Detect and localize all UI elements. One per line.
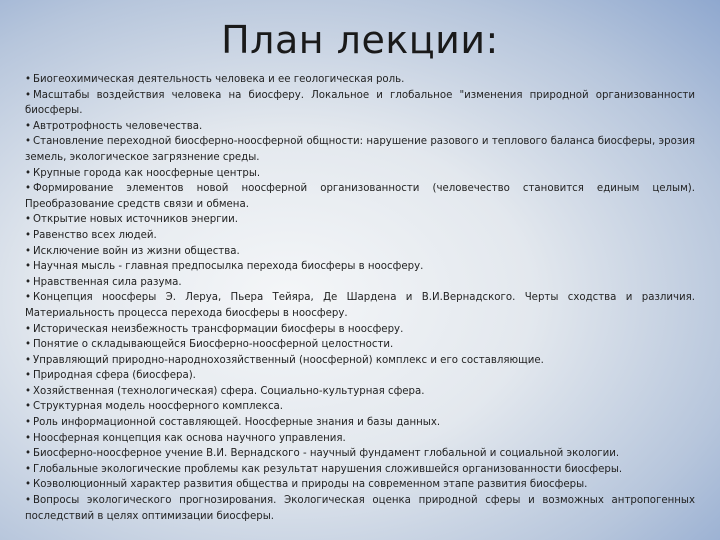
list-item: • Автротрофность человечества. xyxy=(25,120,203,132)
list-item: • Концепция ноосферы Э. Леруа, Пьера Тейяра, Де Шардена и В.И.Вернадского. Черты сходства и различия. Материальность процесса перехода биосферы в ноосферу. xyxy=(25,292,695,319)
list-item: • Открытие новых источников энергии. xyxy=(25,214,239,226)
list-item: • Историческая неизбежность трансформации биосферы в ноосферу. xyxy=(25,323,404,335)
lecture-plan-list xyxy=(25,72,695,524)
list-item: • Крупные города как ноосферные центры. xyxy=(25,167,261,179)
list-item: • Равенство всех людей. xyxy=(25,229,157,241)
list-item: • Хозяйственная (технологическая) сфера. Социально-культурная сфера. xyxy=(25,385,425,397)
list-item: • Нравственная сила разума. xyxy=(25,276,182,288)
list-item: • Биосферно-ноосферное учение В.И. Вернадского - научный фундамент глобальной и социальной экологии. xyxy=(25,448,620,460)
list-item: • Коэволюционный характер развития общества и природы на современном этапе развития биосферы. xyxy=(25,479,588,491)
list-item: • Управляющий природно-народнохозяйственный (ноосферной) комплекс и его составляющие. xyxy=(25,354,544,366)
list-item: • Природная сфера (биосфера). xyxy=(25,370,196,382)
list-item: • Роль информационной составляющей. Ноосферные знания и базы данных. xyxy=(25,417,441,429)
list-item: • Понятие о складывающейся Биосферно-ноосферной целостности. xyxy=(25,339,394,351)
list-item: • Формирование элементов новой ноосферной организованности (человечество становится единым целым). Преобразование средств связи и обмена. xyxy=(25,183,695,210)
list-item: • Глобальные экологические проблемы как результат нарушения сложившейся организованности биосферы. xyxy=(25,463,623,475)
list-item: • Биогеохимическая деятельность человека и ее геологическая роль. xyxy=(25,74,405,85)
list-item: • Ноосферная концепция как основа научного управления. xyxy=(25,432,346,444)
list-item: • Научная мысль - главная предпосылка перехода биосферы в ноосферу. xyxy=(25,261,424,273)
list-item: • Масштабы воздействия человека на биосферу. Локальное и глобальное "изменения природной организованности биосферы. xyxy=(25,89,695,117)
slide-title: План лекции: xyxy=(221,18,499,62)
list-item: • Становление переходной биосферно-ноосферной общности: нарушение разового и теплового баланса биосферы, эрозия земель, экологическое загрязнение среды. xyxy=(25,136,695,163)
list-item: • Исключение войн из жизни общества. xyxy=(25,245,240,257)
list-item: • Структурная модель ноосферного комплекса. xyxy=(25,401,284,413)
list-item: • Вопросы экологического прогнозирования. Экологическая оценка природной сферы и возможных антропогенных последствий в целях оптимизации биосферы. xyxy=(25,495,695,522)
